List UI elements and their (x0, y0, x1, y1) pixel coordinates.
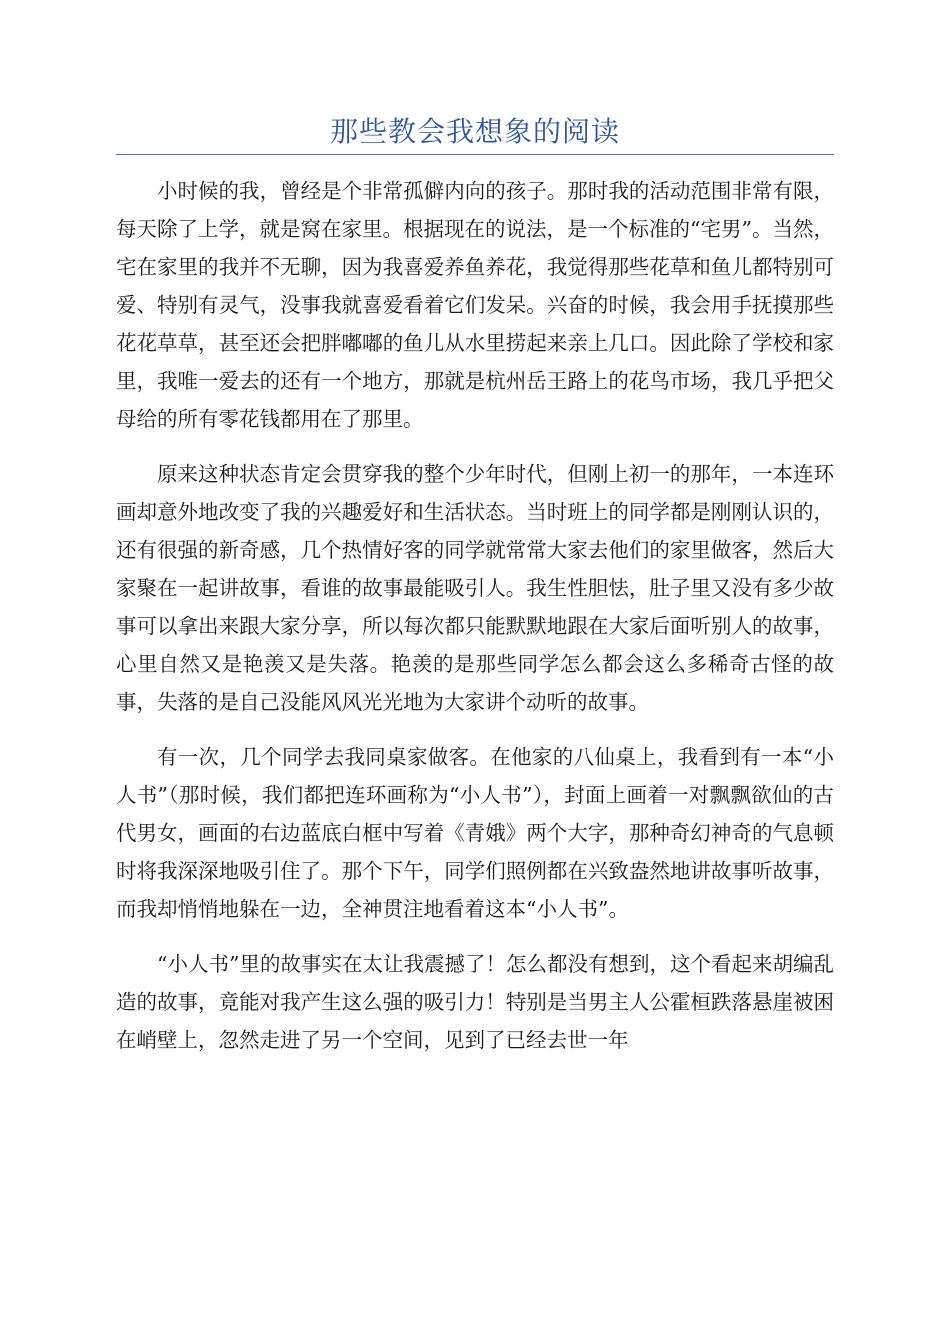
paragraph: 原来这种状态肯定会贯穿我的整个少年时代，但刚上初一的那年，一本连环画却意外地改变了我的兴趣爱好和生活状态。当时班上的同学都是刚刚认识的，还有很强的新奇感，几个热情好客的同学就常常大家去他们的家里做客，然后大家聚在一起讲故事，看谁的故事最能吸引人。我生性胆怯，肚子里又没有多少故事可以拿出来跟大家分享，所以每次都只能默默地跟在大家后面听别人的故事，心里自然又是艳羡又是失落。艳羡的是那些同学怎么都会这么多稀奇古怪的故事，失落的是自己没能风风光光地为大家讲个动听的故事。 (116, 462, 834, 714)
document-body (116, 172, 834, 1076)
paragraph: 有一次，几个同学去我同桌家做客。在他家的八仙桌上，我看到有一本“小人书”（那时候，我们都把连环画称为“小人书”），封面上画着一对飘飘欲仙的古代男女，画面的右边蓝底白框中写着《青娥》两个大字，那种奇幻神奇的气息顿时将我深深地吸引住了。那个下午，同学们照例都在兴致盎然地讲故事听故事，而我却悄悄地躲在一边，全神贯注地看着这本“小人书”。 (116, 745, 834, 921)
paragraph: “小人书”里的故事实在太让我震撼了！怎么都没有想到，这个看起来胡编乱造的故事，竟能对我产生这么强的吸引力！特别是当男主人公霍桓跌落悬崖被困在峭壁上，忽然走进了另一个空间，见到了已经去世一年 (116, 952, 834, 1052)
document-title: 那些教会我想象的阅读 (329, 115, 620, 148)
title-underline (116, 154, 834, 155)
paragraph: 小时候的我，曾经是个非常孤僻内向的孩子。那时我的活动范围非常有限，每天除了上学，就是窝在家里。根据现在的说法，是一个标准的“宅男”。当然，宅在家里的我并不无聊，因为我喜爱养鱼养花，我觉得那些花草和鱼儿都特别可爱、特别有灵气，没事我就喜爱看着它们发呆。兴奋的时候，我会用手抚摸那些花花草草，甚至还会把胖嘟嘟的鱼儿从水里捞起来亲上几口。因此除了学校和家里，我唯一爱去的还有一个地方，那就是杭州岳王路上的花鸟市场，我几乎把父母给的所有零花钱都用在了那里。 (116, 179, 834, 431)
